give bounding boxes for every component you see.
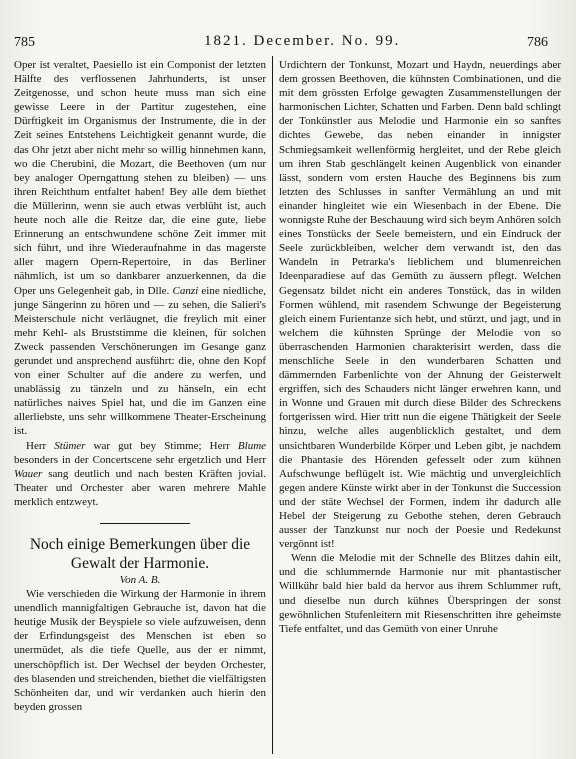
review-paragraph-2: Herr Stümer war gut bey Stimme; Herr Blume besonders in der Concertscene sehr ergetzlich und Herr Wauer sang deutlich und nach besten Kräften jovial. Theater und Orchester aber waren mehrere Mahle merklich entzweyt. [14, 439, 267, 508]
issue-title: 1821. December. No. 99. [204, 33, 401, 49]
section-separator [14, 509, 266, 535]
singer-name-blume: Blume [237, 439, 267, 452]
column-divider [272, 56, 273, 754]
singer-name-canzi: Canzi [172, 284, 199, 297]
review-paragraph-1: Oper ist veraltet, Paesiello ist ein Componist der letzten Hälfte des verflossenen Jahrhunderts, ist unser Zeitgenosse, und schon heute muss man sich eine gewisse Leere in der Partitur zugestehen, eine Dürftigkeit im Organismus der Instrumente, die in der Zeit seines Entstehens Leichtigkeit genannt wurde, die das Ohr jetzt aber nicht mehr so willig hinnehmen kann, wo die Cherubini, die Mozart, die Beethoven (um nur bey analoger Operngattung stehen zu bleiben) — uns ihren Reichthum entfaltet haben! Bey alle dem biethet die Müllerinn, wenn sie auch etwas verblüht ist, auch heute noch alle die Reitze dar, die eine gute, liebe Erinnerung an entschwundene schöne Zeit immer mit sich führt, und ihre Wiederaufnahme in das magerste aller magern Opern-Repertoire, in das Berliner nähmlich, ist um so dankbarer anzuerkennen, da die Oper uns Gelegenheit gab, in Dlle. Canzi eine niedliche, junge Sängerinn zu hören und — zu sehen, die Salieri's Meisterschule nicht verläugnet, die freylich mit einer mehr Kehl- als Bruststimme die kleinen, für solchen Zweck passenden Verschönerungen im Gesange ganz gerundet und ansprechend ausführt: die, ohne den Kopf von einer Schulter auf die andere zu werfen, und unablässig zu tänzeln und zu hänseln, ein echt natürliches naives Spiel hat, und die im Ganzen eine allerliebste, uns sehr willkommene Theater-Erscheinung ist. [14, 59, 266, 438]
page-number-left: 785 [14, 35, 35, 50]
article-paragraph-1: Wie verschieden die Wirkung der Harmonie in ihrem unendlich mannigfaltigen Gebrauche ist, davon hat die heutige Musik der Beyspiele so viele aufzuweisen, denn der Erfindungsgeist des Menschen ist eben so unermüdet, als die tiefe Quelle, aus der er nimmt, unerschöpflich ist. Der Wechsel der beyden Orchester, des blasenden und streichenden, biethet die vielfältigsten Schönheiten dar, und wir verdanken auch hierin den beyden grossen [14, 588, 266, 713]
article-heading: Noch einige Bemerkungen über die Gewalt der Harmonie. [29, 536, 251, 572]
right-column [279, 58, 561, 636]
singer-name-wauer: Wauer [14, 467, 43, 480]
left-column [14, 58, 266, 714]
article-byline: Von A. B. [119, 574, 161, 586]
article-paragraph-3: Wenn die Melodie mit der Schnelle des Blitzes dahin eilt, und die schlummernde Harmonie nur mit phantastischer Willkühr bald hier bald da hervor aus ihrem Schlummer ruft, und dieselbe nun durch kühnes Überspringen der sonst gewöhnlichen Stufenleitern mit Riesenschritten ihre geheimste Tiefe entfaltet, und das Gemüth von einer Unruhe [279, 552, 561, 635]
page-header [0, 33, 576, 55]
singer-name-stuemer: Stümer [54, 439, 86, 452]
article-paragraph-2: Urdichtern der Tonkunst, Mozart und Haydn, neuerdings aber dem grossen Beethoven, die kühnsten Combinationen, und die mit dem grössten Erfolge gewagten Zusammenstellungen der harmonischen Lichter, Schatten und Farben. Denn bald schlingt der Tonkünstler aus Melodie und Harmonie ein so sanftes dichtes Gewebe, das neben einander in innigster Schmiegsamkeit wellenförmig hergleitet, und der Rebe gleich um ihren Stab geschlängelt keinen Augenblick von einander lässt, sondern vom ersten Hauche des Beginnens bis zum letzten des Schlusses in sanfter Vermählung an und mit einander hingleitet wie ein Wiesenbach in der Ebene. Die wonnigste Ruhe der Beschauung wird sich beym Anhören solch eines Tonstücks der Seele bemeistern, und ein Eindruck der Seele zurückbleiben, welcher dem verwandt ist, den das Wandeln in Petrarka's lieblichem und blumenreichen Ideenparadiese auf das Gemüth zu äussern pflegt. Welchen Gegensatz bildet nicht ein anderes Tonstück, das in wilden Formen wühlend, mit rasendem Schwunge der Begeisterung gleich einem Furientanze sich hebt, und stürzt, und jagt, und in welchem die kühnsten Sprünge der Melodie von so überraschenden Harmonien charakterisirt werden, dass die menschliche Seele in den wunderbaren Schatten und dämmernden Farbenlichte von der Ahnung der Geisterwelt ergriffen, sich des Schauders nicht länger erwehren kann, und in Wonne und Grauen mit durch diese Bilder des Schreckens fortgerissen wird. Hier tritt nun die eigene Thätigkeit der Seele hinzu, welche alles augenblicklich gestaltet, und dem unsichtbaren Wunderbilde Körper und Leben gibt, je nachdem die Phantasie des Hörenden gefesselt oder zum kühnen Aufschwunge beflügelt ist. Wie mächtig und unvergleichlich gegen andere Künste wirkt aber in der Tonkunst die Succession und der stäte Wechsel der Formen, indem ihr dadurch alle Hebel der Steigerung zu Gebothe stehen, deren Gebrauch ausser der Tanzkunst nur noch der Poesie und Redekunst vergönnt ist! [279, 59, 561, 551]
page-number-right: 786 [527, 35, 548, 50]
